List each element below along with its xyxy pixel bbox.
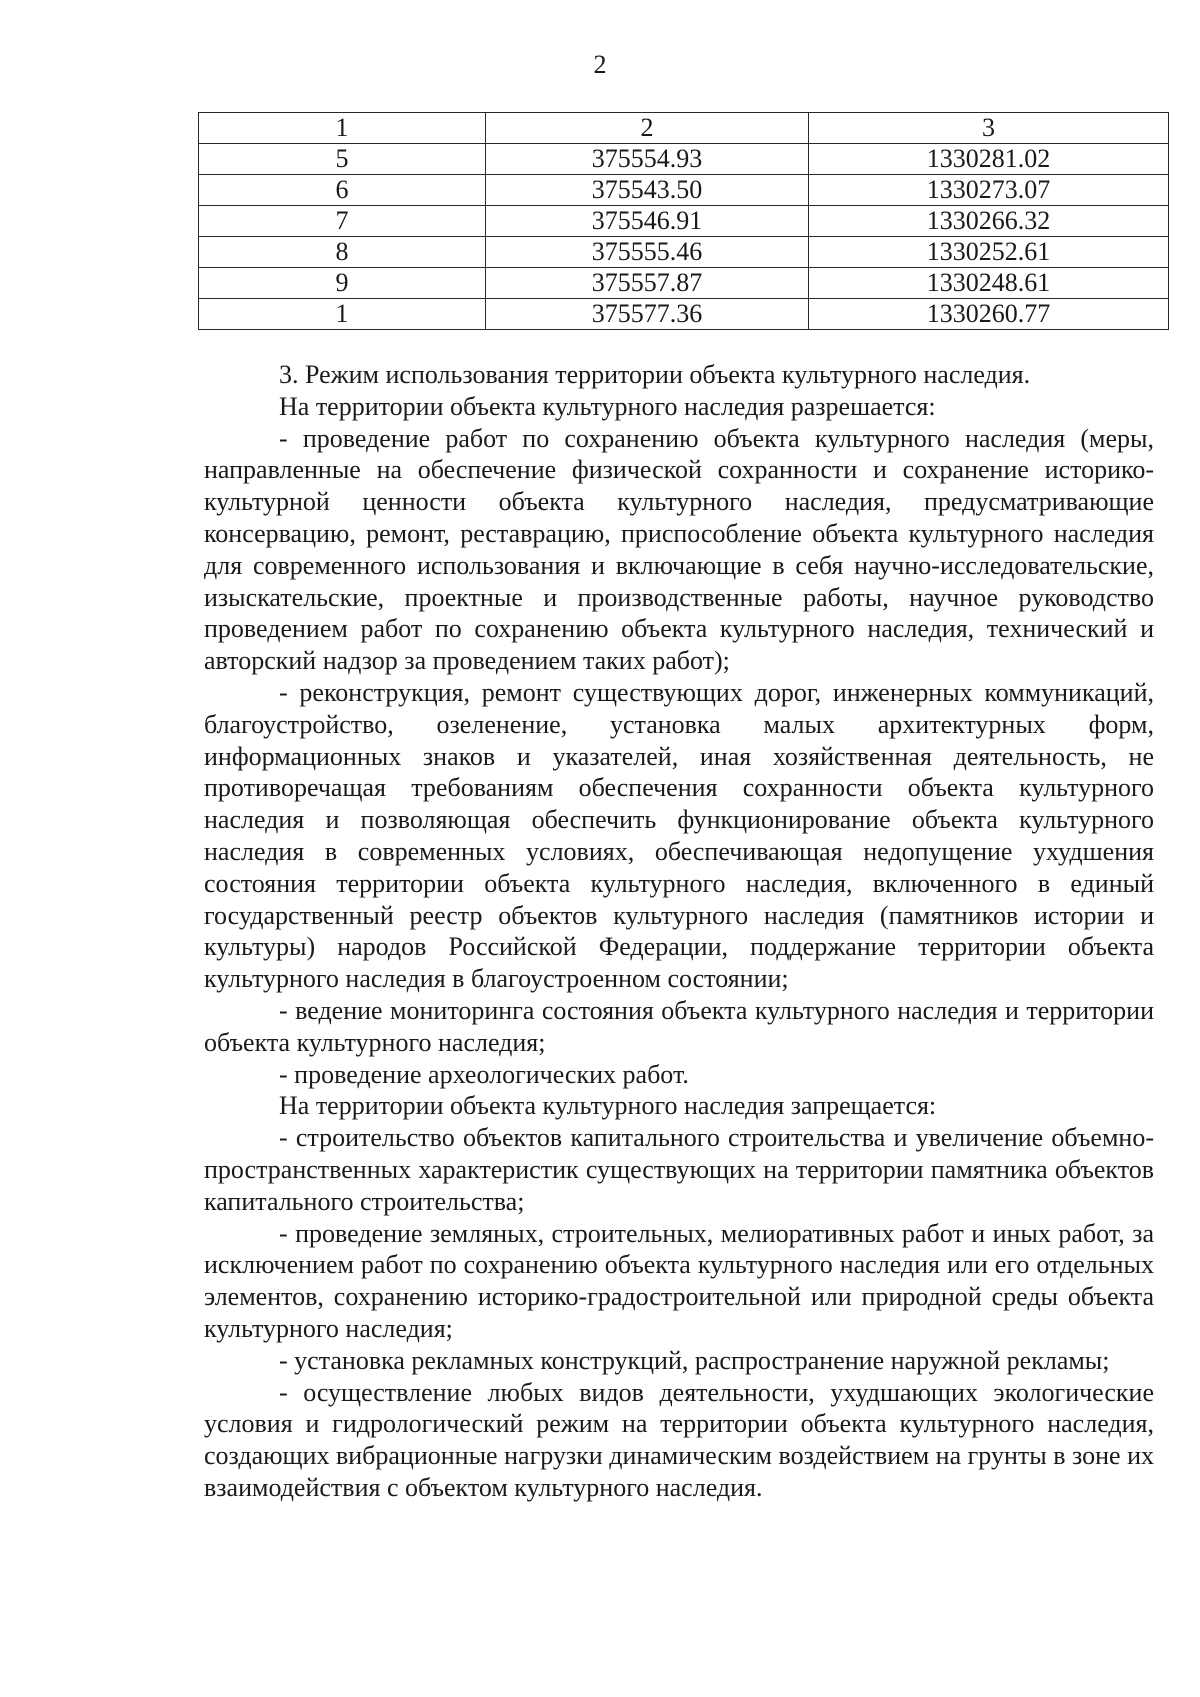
table-row [199,237,1169,268]
point-number-cell: 1 [199,299,486,330]
table-row [199,144,1169,175]
x-coordinate-cell: 375554.93 [486,144,809,175]
x-coordinate-cell: 375543.50 [486,175,809,206]
y-coordinate-cell: 1330281.02 [809,144,1169,175]
list-item: - строительство объектов капитального строительства и увеличение объемно-пространственных характеристик существующих на территории памятника объектов капитального строительства; [204,1123,1154,1216]
table-row [199,268,1169,299]
table-header-cell: 1 [199,113,486,144]
y-coordinate-cell: 1330260.77 [809,299,1169,330]
coordinates-table [198,112,1169,330]
y-coordinate-cell: 1330273.07 [809,175,1169,206]
list-item: - осуществление любых видов деятельности, ухудшающих экологические условия и гидрологический режим на территории объекта культурного наследия, создающих вибрационные нагрузки динамическим воздействием на грунты в зоне их взаимодействия с объектом культурного наследия. [204,1377,1154,1502]
x-coordinate-cell: 375557.87 [486,268,809,299]
list-item: - ведение мониторинга состояния объекта культурного наследия и территории объекта культурного наследия; [204,995,1154,1057]
x-coordinate-cell: 375555.46 [486,237,809,268]
list-item: - установка рекламных конструкций, распространение наружной рекламы; [279,1345,1110,1375]
list-item: - проведение земляных, строительных, мелиоративных работ и иных работ, за исключением работ по сохранению объекта культурного наследия или его отдельных элементов, сохранению историко-градостроительной или природной среды объекта культурного наследия; [204,1218,1154,1343]
paragraph-permitted-intro: На территории объекта культурного наследия разрешается: [279,391,936,421]
x-coordinate-cell: 375546.91 [486,206,809,237]
list-item: - реконструкция, ремонт существующих дорог, инженерных коммуникаций, благоустройство, озеленение, установка малых архитектурных форм, информационных знаков и указателей, иная хозяйственная деятельность, не противоречащая требованиям обеспечения сохранности объекта культурного наследия и позволяющая обеспечить функционирование объекта культурного наследия в современных условиях, обеспечивающая недопущение ухудшения состояния территории объекта культурного наследия, включенного в единый государственный реестр объектов культурного наследия (памятников истории и культуры) народов Российской Федерации, поддержание территории объекта культурного наследия в благоустроенном состоянии; [204,677,1154,994]
table-row [199,206,1169,237]
page-number: 2 [593,50,607,79]
table-header-row [199,113,1169,144]
point-number-cell: 8 [199,237,486,268]
paragraph-prohibited-intro: На территории объекта культурного наследия запрещается: [279,1091,937,1121]
section-heading: 3. Режим использования территории объекта культурного наследия. [279,360,1031,389]
point-number-cell: 7 [199,206,486,237]
table-header-cell: 2 [486,113,809,144]
document-body [204,359,1154,1504]
point-number-cell: 9 [199,268,486,299]
point-number-cell: 6 [199,175,486,206]
table-row [199,299,1169,330]
y-coordinate-cell: 1330252.61 [809,237,1169,268]
x-coordinate-cell: 375577.36 [486,299,809,330]
table-row [199,175,1169,206]
list-item: - проведение работ по сохранению объекта культурного наследия (меры, направленные на обеспечение физической сохранности и сохранение историко-культурной ценности объекта культурного наследия, предусматривающие консервацию, ремонт, реставрацию, приспособление объекта культурного наследия для современного использования и включающие в себя научно-исследовательские, изыскательские, проектные и производственные работы, научное руководство проведением работ по сохранению объекта культурного наследия, технический и авторский надзор за проведением таких работ); [204,423,1154,676]
point-number-cell: 5 [199,144,486,175]
table-header-cell: 3 [809,113,1169,144]
y-coordinate-cell: 1330266.32 [809,206,1169,237]
y-coordinate-cell: 1330248.61 [809,268,1169,299]
list-item: - проведение археологических работ. [279,1059,689,1089]
